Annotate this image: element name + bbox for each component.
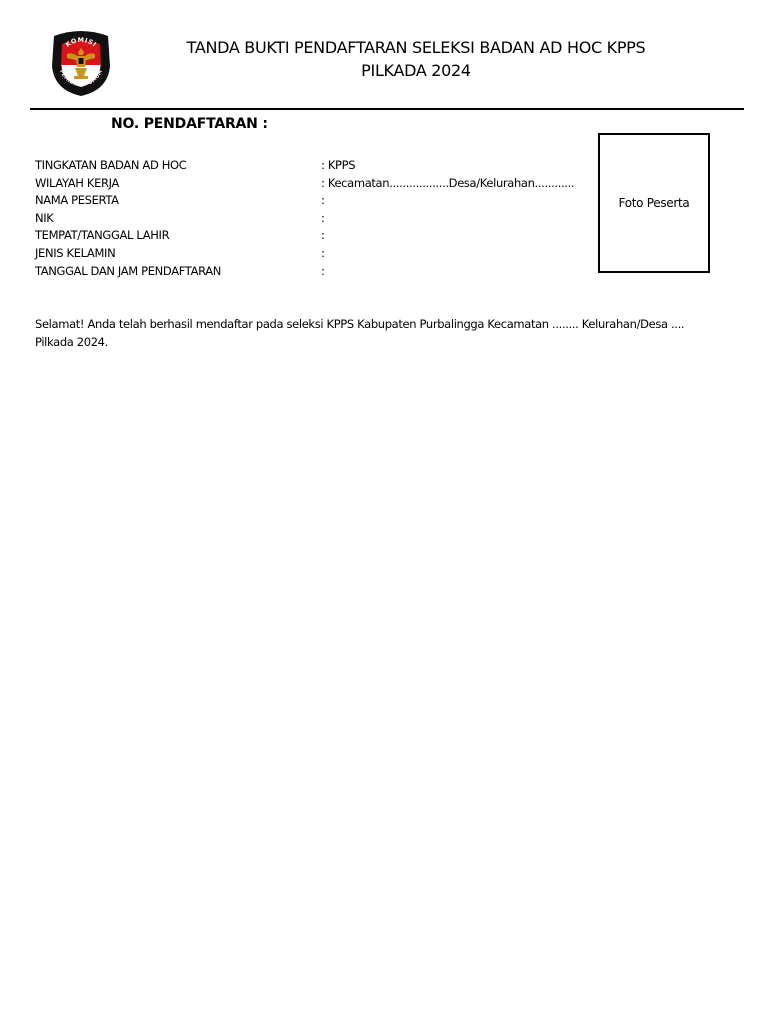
document-title-line-2: PILKADA 2024 <box>361 61 471 80</box>
field-label: NIK <box>35 210 54 225</box>
field-value: : Kecamatan..................Desa/Kelurahan............ <box>321 175 575 190</box>
confirmation-message-line-2: Pilkada 2024. <box>35 335 108 349</box>
confirmation-message <box>35 315 735 351</box>
field-value: : <box>321 210 325 225</box>
field-label: TANGGAL DAN JAM PENDAFTARAN <box>35 263 222 278</box>
participant-photo-label: Foto Peserta <box>618 196 690 210</box>
kpu-garuda-emblem-icon <box>48 28 114 98</box>
field-label: NAMA PESERTA <box>35 193 119 208</box>
field-value: : <box>321 245 325 260</box>
field-value: : KPPS <box>321 158 356 172</box>
field-value: : <box>321 263 325 278</box>
field-label: WILAYAH KERJA <box>35 175 120 190</box>
document-title-line-1: TANDA BUKTI PENDAFTARAN SELEKSI BADAN AD HOC KPPS <box>186 38 646 57</box>
kpu-logo <box>48 28 114 98</box>
field-value: : <box>321 193 325 208</box>
svg-text:KOMISI: KOMISI <box>64 35 99 49</box>
registration-number-label: NO. PENDAFTARAN : <box>111 116 268 132</box>
field-label: TINGKATAN BADAN AD HOC <box>35 158 187 172</box>
svg-text:PEMILIHAN UMUM: PEMILIHAN UMUM <box>58 69 104 89</box>
field-label: TEMPAT/TANGGAL LAHIR <box>35 228 170 243</box>
header-divider <box>30 108 744 110</box>
field-label: JENIS KELAMIN <box>35 245 116 260</box>
field-value: : <box>321 228 325 243</box>
document-title <box>150 36 682 82</box>
confirmation-message-line-1: Selamat! Anda telah berhasil mendaftar pada seleksi KPPS Kabupaten Purbalingga Kecamatan ........ Kelurahan/Desa .... <box>35 317 685 331</box>
participant-photo-box <box>598 133 710 273</box>
